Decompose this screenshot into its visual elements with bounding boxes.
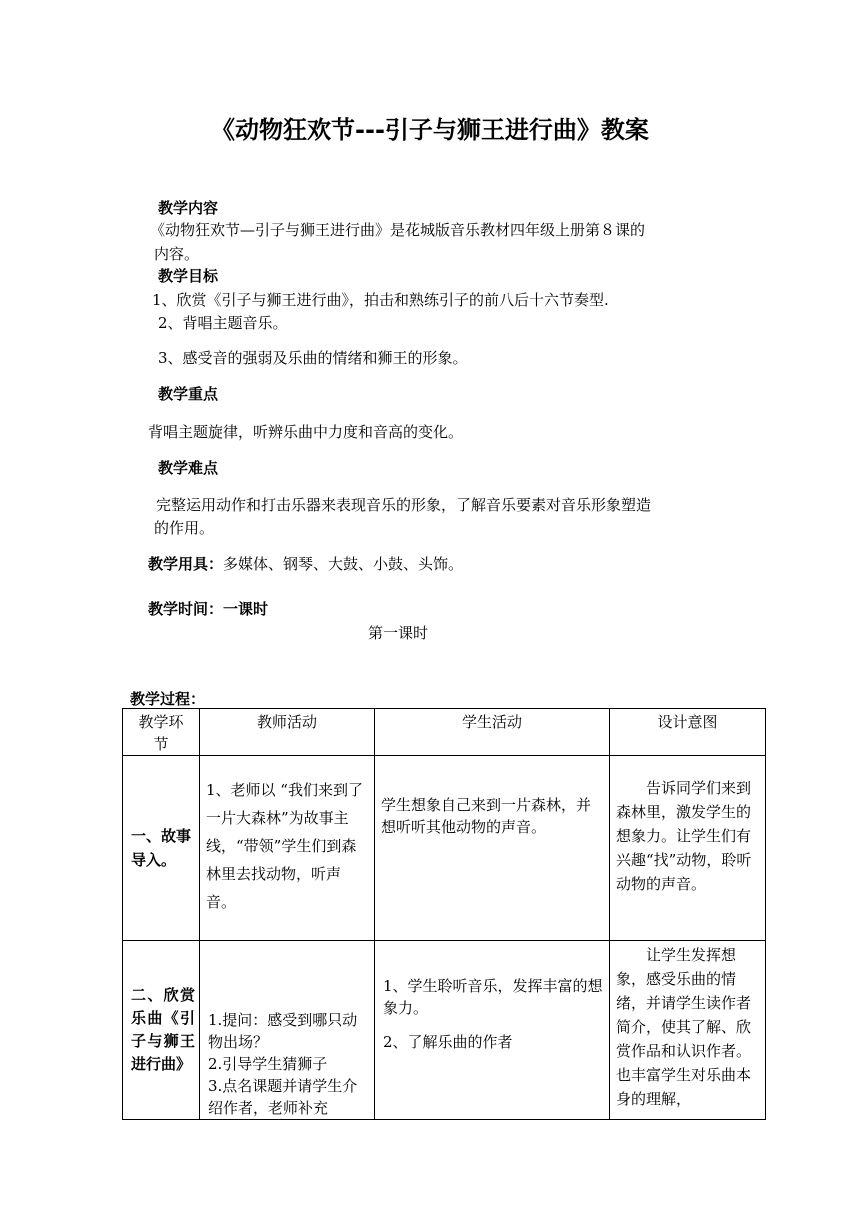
tools-text: 多媒体、钢琴、大鼓、小鼓、头饰。 — [223, 555, 464, 573]
tools-line — [148, 553, 463, 574]
goals-heading: 教学目标 — [158, 267, 219, 285]
content-heading: 教学内容 — [158, 199, 219, 217]
difficult-line-2: 的作用。 — [154, 519, 215, 537]
content-line-2: 内容。 — [154, 245, 200, 263]
row2-teacher — [200, 941, 375, 1120]
tools-label: 教学用具： — [148, 555, 224, 573]
table-row — [123, 756, 766, 941]
row2-student-item-2: 2、了解乐曲的作者 — [383, 1033, 513, 1051]
row1-teacher: 1、老师以 “我们来到了一片大森林”为故事主线，“带领”学生们到森林里去找动物，听声音。 — [200, 756, 375, 941]
header-student: 学生活动 — [375, 709, 610, 756]
time-label: 教学时间：一课时 — [148, 600, 269, 618]
content-line-1: 《动物狂欢节—引子与狮王进行曲》是花城版音乐教材四年级上册第８课的 — [150, 221, 646, 239]
row2-intent: 让学生发挥想象，感受乐曲的情绪，并请学生读作者简介，使其了解、欣赏作品和认识作者。也丰富学生对乐曲本身的理解， — [610, 941, 766, 1120]
header-stage: 教学环节 — [123, 709, 200, 756]
lesson-label: 第一课时 — [368, 624, 429, 642]
row2-stage: 二、欣赏乐曲《引子与狮王进行曲》 — [123, 941, 200, 1120]
key-text: 背唱主题旋律，听辨乐曲中力度和音高的变化。 — [148, 423, 464, 441]
row2-teacher-item-2: 2.引导学生猜狮子 — [208, 1055, 328, 1073]
goal-3: 3、感受音的强弱及乐曲的情绪和狮王的形象。 — [158, 349, 468, 367]
row1-stage: 一、故事导入。 — [123, 756, 200, 941]
row1-intent: 告诉同学们来到森林里，激发学生的想象力。让学生们有兴趣“找”动物，聆听动物的声音。 — [610, 756, 766, 941]
table-row — [123, 941, 766, 1120]
table-header-row — [123, 709, 766, 756]
row2-teacher-item-1: 1.提问：感受到哪只动物出场？ — [208, 1011, 358, 1051]
key-heading: 教学重点 — [158, 385, 219, 403]
row2-student — [375, 941, 610, 1120]
row1-student: 学生想象自己来到一片森林，并想听听其他动物的声音。 — [375, 756, 610, 941]
process-table — [122, 708, 766, 1120]
header-teacher: 教师活动 — [200, 709, 375, 756]
header-intent: 设计意图 — [610, 709, 766, 756]
goal-1: 1、欣赏《引子与狮王进行曲》，拍击和熟练引子的前八后十六节奏型. — [152, 291, 609, 309]
row2-student-item-1: 1、学生聆听音乐，发挥丰富的想象力。 — [383, 977, 603, 1017]
difficult-line-1: 完整运用动作和打击乐器来表现音乐的形象，了解音乐要素对音乐形象塑造 — [156, 496, 652, 514]
row2-teacher-item-3: 3.点名课题并请学生介绍作者，老师补充 — [208, 1077, 358, 1117]
process-label: 教学过程： — [130, 690, 206, 708]
document-title: 《动物狂欢节---引子与狮王进行曲》教案 — [211, 116, 649, 144]
goal-2: 2、背唱主题音乐。 — [158, 314, 288, 332]
difficult-heading: 教学难点 — [158, 459, 219, 477]
